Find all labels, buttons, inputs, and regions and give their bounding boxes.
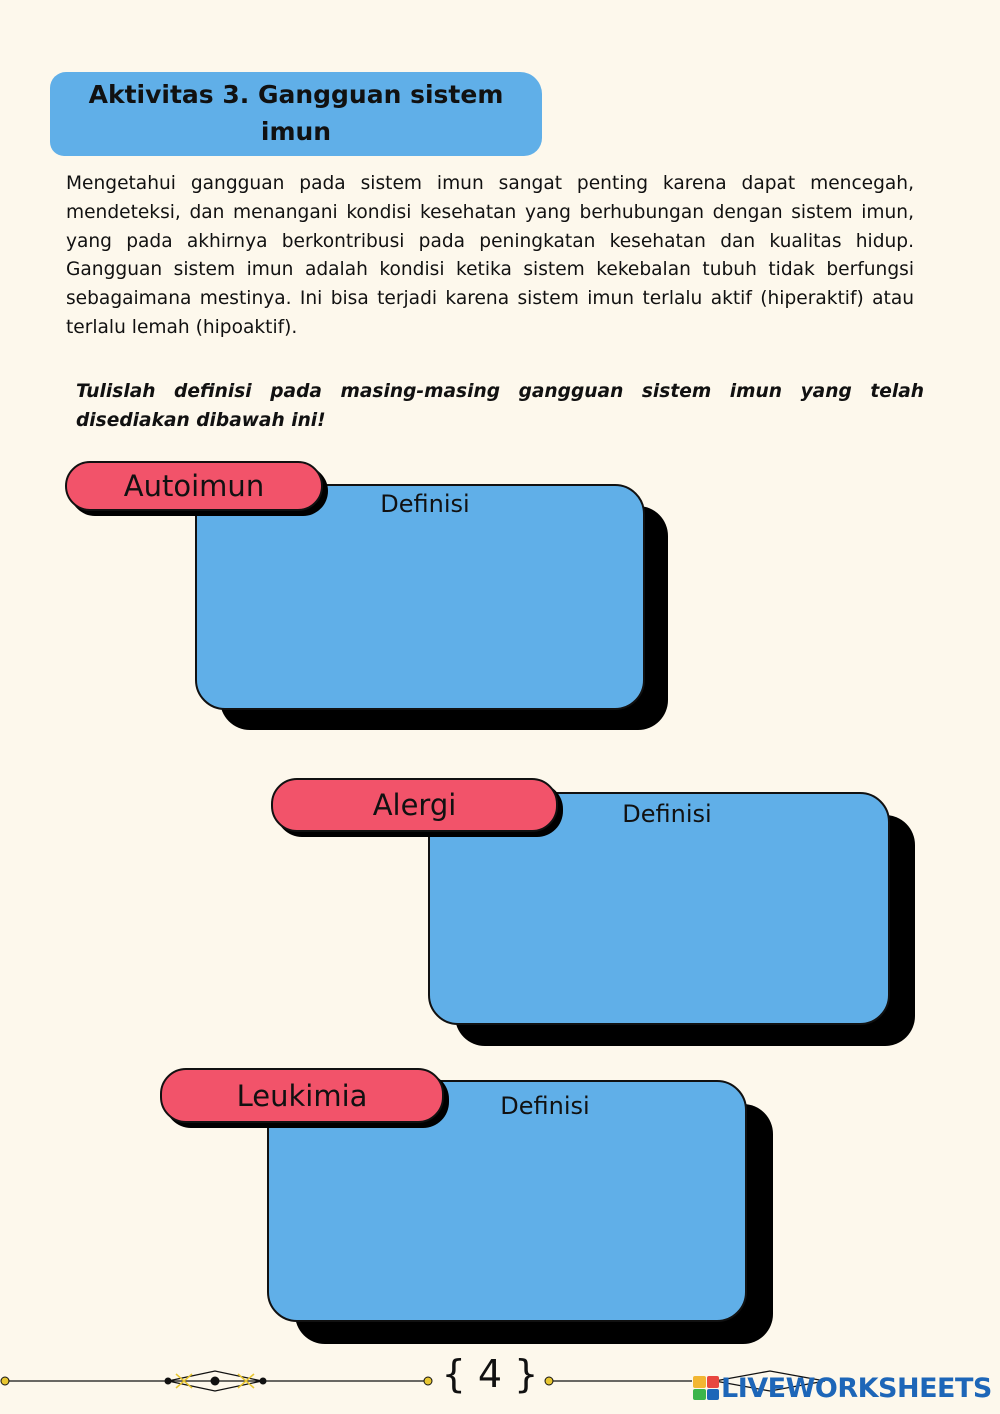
- definition-label-autoimun: Definisi: [380, 490, 470, 518]
- instruction-text: Tulislah definisi pada masing-masing gangguan sistem imun yang telah disediakan dibawah ini!: [76, 381, 924, 431]
- intro-paragraph: Mengetahui gangguan pada sistem imun sangat penting karena dapat mencegah, mendeteksi, dan menangani kondisi kesehatan yang berhubungan dengan sistem imun, yang pada akhirnya berkontribusi pada peningkatan kesehatan dan kualitas hidup. Gangguan sistem imun adalah kondisi ketika sistem kekebalan tubuh tidak berfungsi sebagaimana mestinya. Ini bisa terjadi karena sistem imun terlalu aktif (hiperaktif) atau terlalu lemah (hipoaktif).: [66, 173, 914, 338]
- liveworksheets-logo-icon: [693, 1376, 719, 1400]
- page-title-line-1: Aktivitas 3. Gangguan sistem: [88, 80, 504, 109]
- label-leukimia: Leukimia: [160, 1068, 444, 1123]
- label-alergi: Alergi: [271, 778, 558, 832]
- definition-label-alergi: Definisi: [622, 800, 712, 828]
- label-autoimun: Autoimun: [65, 461, 323, 511]
- liveworksheets-brand[interactable]: [693, 1370, 992, 1406]
- page-title-line-2: imun: [260, 117, 332, 146]
- page-number: { 4 }: [441, 1352, 539, 1396]
- definition-label-leukimia: Definisi: [500, 1092, 590, 1120]
- page-title: [50, 76, 542, 150]
- brand-text: LIVEWORKSHEETS: [721, 1372, 992, 1404]
